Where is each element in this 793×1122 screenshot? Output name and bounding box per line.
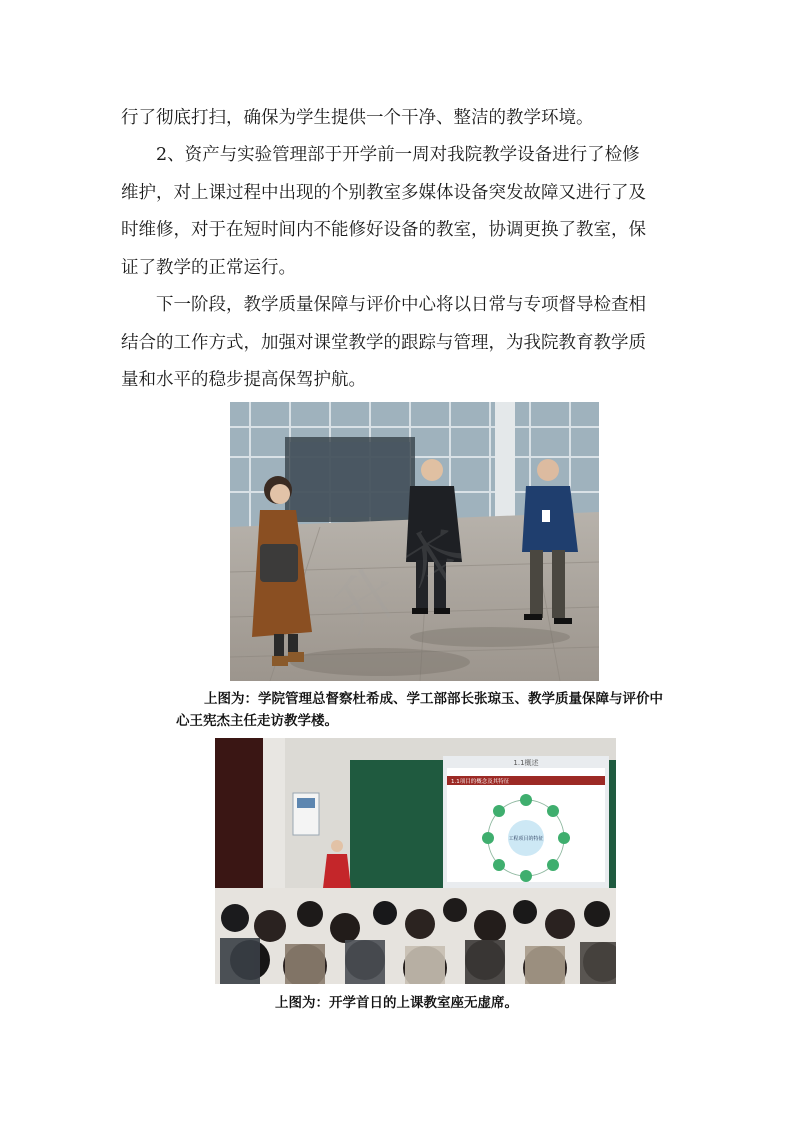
paragraph-3 xyxy=(121,287,681,400)
paragraph-2 xyxy=(121,137,681,287)
paragraph-line: 维护，对上课过程中出现的个别教室多媒体设备突发故障又进行了及 xyxy=(121,182,646,203)
figure-caption-2 xyxy=(0,992,793,1014)
caption-line: 上图为：开学首日的上课教室座无虚席。 xyxy=(275,995,518,1011)
paragraph-line: 2、资产与实验管理部于开学前一周对我院教学设备进行了检修 xyxy=(156,145,640,165)
screen-center-label: 工程项目的特征 xyxy=(508,836,544,842)
paragraph-line: 证了教学的正常运行。 xyxy=(121,257,296,278)
paragraph-1 xyxy=(121,100,681,138)
paragraph-line: 量和水平的稳步提高保驾护航。 xyxy=(121,370,366,390)
paragraph-line: 下一阶段，教学质量保障与评价中心将以日常与专项督导检查相 xyxy=(156,295,646,315)
caption-line: 上图为：学院管理总督察杜希成、学工部部长张琼玉、教学质量保障与评价中 xyxy=(204,691,663,707)
photo-classroom xyxy=(215,738,616,984)
figure-caption-1 xyxy=(176,688,681,732)
screen-subtitle: 1.1项目的概念及其特征 xyxy=(451,779,510,785)
paragraph-line: 时维修，对于在短时间内不能修好设备的教室，协调更换了教室，保 xyxy=(121,220,646,240)
paragraph-line: 结合的工作方式，加强对课堂教学的跟踪与管理，为我院教育教学质 xyxy=(121,332,646,353)
screen-title: 1.1概述 xyxy=(513,759,539,767)
caption-line: 心王宪杰主任走访教学楼。 xyxy=(176,713,338,729)
paragraph-line: 行了彻底打扫，确保为学生提供一个干净、整洁的教学环境。 xyxy=(121,108,594,128)
photo-campus-visit xyxy=(230,402,599,681)
